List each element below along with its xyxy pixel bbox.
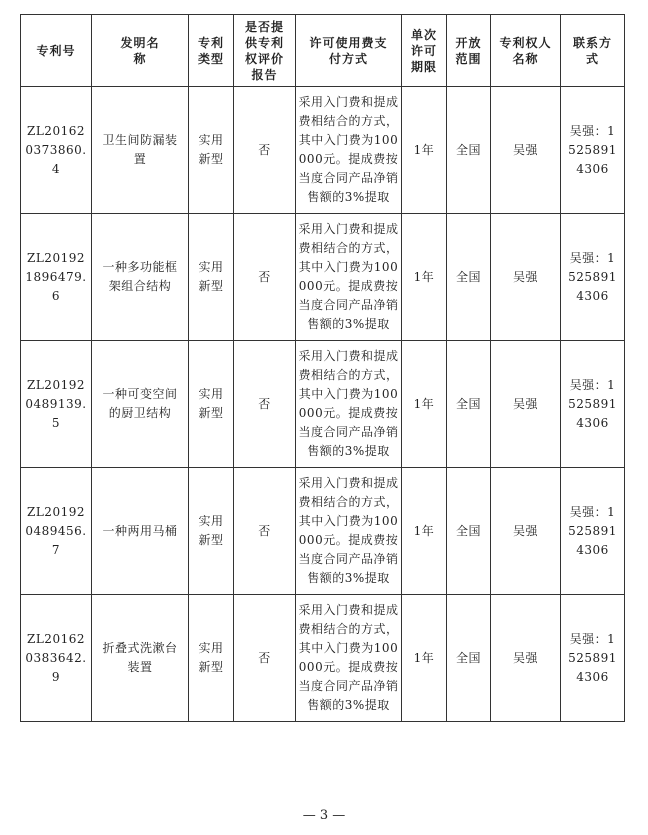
- header-patent-type: 专利类型: [189, 15, 234, 87]
- cell-patent-no: ZL201921896479.6: [21, 214, 92, 341]
- cell-invention-name: 一种可变空间的厨卫结构: [92, 341, 189, 468]
- cell-license-term: 1年: [402, 468, 447, 595]
- cell-contact: 吴强：15258914306: [561, 341, 625, 468]
- table-row: [21, 214, 625, 341]
- cell-open-scope: 全国: [447, 595, 491, 722]
- cell-open-scope: 全国: [447, 214, 491, 341]
- cell-patent-no: ZL201920489456.7: [21, 468, 92, 595]
- header-eval-report: 是否提供专利权评价报告: [234, 15, 296, 87]
- cell-eval-report: 否: [234, 87, 296, 214]
- table-row: [21, 595, 625, 722]
- cell-patent-holder: 吴强: [491, 595, 561, 722]
- cell-patent-holder: 吴强: [491, 468, 561, 595]
- cell-patent-no: ZL201620383642.9: [21, 595, 92, 722]
- cell-patent-holder: 吴强: [491, 341, 561, 468]
- cell-open-scope: 全国: [447, 341, 491, 468]
- cell-eval-report: 否: [234, 595, 296, 722]
- cell-patent-type: 实用新型: [189, 214, 234, 341]
- cell-license-term: 1年: [402, 214, 447, 341]
- header-payment-method: 许可使用费支付方式: [296, 15, 402, 87]
- cell-contact: 吴强：15258914306: [561, 595, 625, 722]
- cell-contact: 吴强：15258914306: [561, 214, 625, 341]
- cell-patent-type: 实用新型: [189, 87, 234, 214]
- cell-payment-method: 采用入门费和提成费相结合的方式，其中入门费为100000元。提成费按当度合同产品净销售额的3%提取: [296, 341, 402, 468]
- cell-invention-name: 一种多功能框架组合结构: [92, 214, 189, 341]
- cell-license-term: 1年: [402, 341, 447, 468]
- patent-license-table: [20, 14, 625, 722]
- cell-payment-method: 采用入门费和提成费相结合的方式，其中入门费为100000元。提成费按当度合同产品净销售额的3%提取: [296, 214, 402, 341]
- cell-patent-type: 实用新型: [189, 341, 234, 468]
- cell-contact: 吴强：15258914306: [561, 468, 625, 595]
- cell-patent-no: ZL201620373860.4: [21, 87, 92, 214]
- cell-license-term: 1年: [402, 595, 447, 722]
- cell-eval-report: 否: [234, 214, 296, 341]
- header-license-term: 单次许可期限: [402, 15, 447, 87]
- cell-payment-method: 采用入门费和提成费相结合的方式，其中入门费为100000元。提成费按当度合同产品净销售额的3%提取: [296, 595, 402, 722]
- page-number: — 3 —: [302, 808, 346, 823]
- cell-contact: 吴强：15258914306: [561, 87, 625, 214]
- table-header-row: [21, 15, 625, 87]
- cell-license-term: 1年: [402, 87, 447, 214]
- header-patent-holder: 专利权人名称: [491, 15, 561, 87]
- table-row: [21, 87, 625, 214]
- cell-patent-no: ZL201920489139.5: [21, 341, 92, 468]
- cell-invention-name: 折叠式洗漱台装置: [92, 595, 189, 722]
- cell-patent-holder: 吴强: [491, 87, 561, 214]
- cell-open-scope: 全国: [447, 87, 491, 214]
- table-row: [21, 468, 625, 595]
- cell-payment-method: 采用入门费和提成费相结合的方式，其中入门费为100000元。提成费按当度合同产品净销售额的3%提取: [296, 87, 402, 214]
- cell-eval-report: 否: [234, 468, 296, 595]
- header-patent-no: 专利号: [21, 15, 92, 87]
- cell-patent-type: 实用新型: [189, 595, 234, 722]
- cell-open-scope: 全国: [447, 468, 491, 595]
- cell-invention-name: 卫生间防漏装置: [92, 87, 189, 214]
- cell-eval-report: 否: [234, 341, 296, 468]
- cell-patent-holder: 吴强: [491, 214, 561, 341]
- cell-invention-name: 一种两用马桶: [92, 468, 189, 595]
- header-contact: 联系方式: [561, 15, 625, 87]
- header-open-scope: 开放范围: [447, 15, 491, 87]
- cell-patent-type: 实用新型: [189, 468, 234, 595]
- table-row: [21, 341, 625, 468]
- header-invention-name: 发明名称: [92, 15, 189, 87]
- cell-payment-method: 采用入门费和提成费相结合的方式，其中入门费为100000元。提成费按当度合同产品净销售额的3%提取: [296, 468, 402, 595]
